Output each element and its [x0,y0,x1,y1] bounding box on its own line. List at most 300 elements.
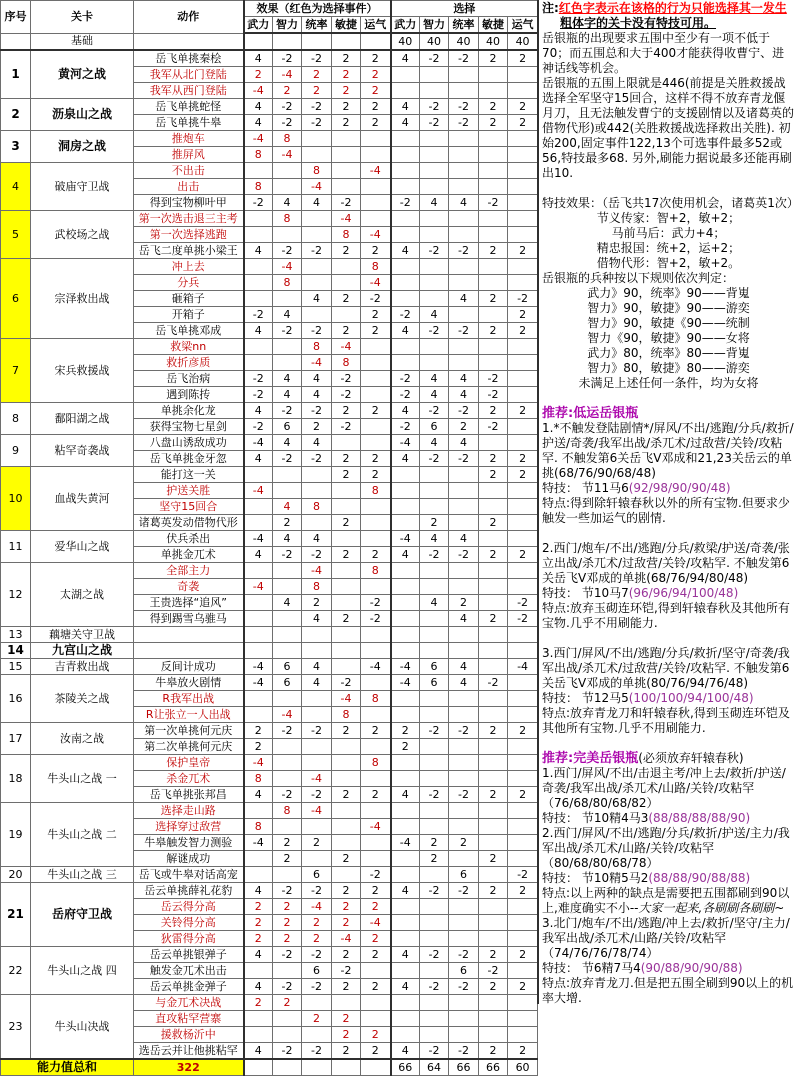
effect-cell [244,611,273,627]
choice-cell [420,579,449,595]
choice-cell [420,211,449,227]
choice-cell: -2 [420,979,449,995]
effect-cell [332,33,361,50]
choice-cell [449,227,479,243]
effect-cell: 2 [361,115,391,131]
choice-cell [449,275,479,291]
choice-cell [391,867,420,883]
effect-cell: -2 [244,307,273,323]
effect-cell: 8 [361,563,391,579]
effect-cell: 2 [302,83,332,99]
effect-cell: 4 [302,371,332,387]
effect-cell: -4 [244,675,273,691]
effect-cell: 2 [361,979,391,995]
choice-cell [479,355,508,371]
choice-cell [479,163,508,179]
choice-cell: -2 [508,611,538,627]
choice-cell [420,931,449,947]
action-cell: 岳飞单挑金牙忽 [134,451,244,467]
effect-cell [302,739,332,755]
action-cell: 我军从北门登陆 [134,67,244,83]
choice-cell [508,179,538,195]
effect-cell [332,627,361,643]
choice-cell [449,851,479,867]
choice-cell [508,643,538,659]
level-cell: 九宫山之战 [31,643,134,659]
choice-cell [391,643,420,659]
effect-cell [244,1011,273,1027]
recommendation-suffix: (必须放弃轩辕春秋) [638,751,744,765]
choice-cell [479,211,508,227]
effect-cell [244,963,273,979]
choice-cell [391,851,420,867]
level-cell: 汝南之战 [31,723,134,755]
effect-cell: -2 [273,115,302,131]
action-cell: 诸葛英发动借物代形 [134,515,244,531]
effect-cell: 8 [273,275,302,291]
effect-cell: -2 [273,451,302,467]
choice-cell: 2 [479,1043,508,1060]
choice-cell [449,483,479,499]
choice-cell [391,963,420,979]
effect-cell [302,627,332,643]
action-cell: 岳飞治病 [134,371,244,387]
choice-cell [479,771,508,787]
effect-cell: -2 [273,787,302,803]
action-cell: 杀金兀术 [134,771,244,787]
choice-cell [391,179,420,195]
effect-cell: 2 [361,787,391,803]
effect-cell [273,579,302,595]
action-cell: 冲上去 [134,259,244,275]
choice-cell [508,563,538,579]
effect-cell: 2 [332,883,361,899]
choice-cell: 4 [449,435,479,451]
choice-cell [420,627,449,643]
choice-cell: -2 [420,323,449,339]
effect-cell [332,819,361,835]
effect-cell [361,707,391,723]
choice-cell [449,467,479,483]
effect-cell: 8 [302,579,332,595]
effect-cell: 2 [332,723,361,739]
level-cell: 粘罕奇袭战 [31,435,134,467]
effect-cell [302,1027,332,1043]
choice-cell [508,355,538,371]
choice-cell [449,355,479,371]
choice-cell: 2 [391,723,420,739]
effect-cell [302,227,332,243]
choice-cell [449,563,479,579]
choice-cell [391,355,420,371]
effect-cell [361,515,391,531]
action-cell: 选岳云并让他挑粘罕 [134,1043,244,1060]
table-row [1,467,538,483]
effect-cell: -2 [332,387,361,403]
choice-cell [479,1011,508,1027]
effect-cell [273,755,302,771]
skill-stats: (88/88/88/88/90) [648,811,751,825]
action-cell: R让张立一人出战 [134,707,244,723]
choice-cell: -2 [391,371,420,387]
choice-cell: 66 [391,1059,420,1076]
choice-cell: -2 [479,963,508,979]
table-row [1,659,538,675]
choice-cell: 4 [391,323,420,339]
skill-stats: (88/88/90/88/88) [648,871,751,885]
effect-cell: -2 [332,195,361,211]
choice-cell [449,147,479,163]
recommendation-title: 推荐:低运岳银瓶 [542,406,639,421]
effect-cell [273,963,302,979]
choice-cell: 2 [508,115,538,131]
level-cell: 洞房之战 [31,131,134,163]
effect-cell [273,355,302,371]
note-centered-line: 智力《90，敏捷》90——女将 [587,331,750,345]
effect-cell [332,435,361,451]
effect-cell [273,291,302,307]
choice-cell: -2 [479,371,508,387]
seq-cell: 13 [1,627,31,643]
effect-cell: -4 [244,531,273,547]
choice-cell [508,627,538,643]
seq-column-header: 序号 [1,1,31,34]
choice-cell: 4 [391,1043,420,1060]
action-cell: 单挑金兀术 [134,547,244,563]
effect-cell: 4 [302,659,332,675]
choice-cell: 4 [391,99,420,115]
effect-cell [302,147,332,163]
choice-cell: 66 [479,1059,508,1076]
effect-cell: 2 [332,515,361,531]
choice-cell: -2 [449,787,479,803]
choice-cell: -2 [420,243,449,259]
effect-cell [244,803,273,819]
choice-cell [449,691,479,707]
action-cell: R我军出战 [134,691,244,707]
note-centered-line: 马前马后：武力+4； [611,226,726,240]
choice-cell [508,803,538,819]
effect-cell [302,995,332,1011]
action-cell: 岳飞单挑秦桧 [134,50,244,67]
choice-cell: -2 [449,1043,479,1060]
choice-cell: 2 [420,835,449,851]
choice-cell [449,179,479,195]
effect-cell [332,867,361,883]
action-cell: 岳飞或牛皋对话高宠 [134,867,244,883]
choice-cell: 2 [479,50,508,67]
effect-cell: -2 [361,867,391,883]
note-legend-bold: 粗体字的关卡没有特技可用。 [560,16,717,30]
choice-cell [479,627,508,643]
choice-cell [479,707,508,723]
effect-cell [361,33,391,50]
effect-cell: 2 [361,467,391,483]
choice-cell [508,755,538,771]
effect-cell: 4 [302,611,332,627]
seq-cell: 7 [1,339,31,403]
choice-cell [391,483,420,499]
table-row [1,627,538,643]
effect-cell [302,819,332,835]
effect-cell: 4 [244,50,273,67]
action-cell: 牛皋放火剧情 [134,675,244,691]
choice-cell [420,995,449,1011]
choice-cell: 4 [420,435,449,451]
choice-cell [449,931,479,947]
action-cell: 岳云单挑薛礼花豹 [134,883,244,899]
effect-cell: 2 [332,979,361,995]
effect-cell [273,163,302,179]
seq-cell: 5 [1,211,31,259]
effect-cell [361,675,391,691]
effect-cell: 2 [332,99,361,115]
effect-cell [302,307,332,323]
note-centered-line: 智力》90，敏捷《90——统制 [587,316,750,330]
seq-cell: 14 [1,643,31,659]
effect-cell: 2 [361,67,391,83]
table-row [1,803,538,819]
note-centered-line: 智力》90，敏捷》90——游奕 [587,301,750,315]
effect-cell: 4 [244,547,273,563]
choice-cell: -2 [420,547,449,563]
effect-cell: 2 [302,835,332,851]
effect-cell [302,259,332,275]
effect-cell: 2 [273,835,302,851]
choice-cell [391,275,420,291]
choice-cell [508,259,538,275]
choice-group-header: 选择 [391,1,538,17]
effect-cell: 4 [244,979,273,995]
choice-cell: 2 [508,979,538,995]
effect-cell [332,275,361,291]
choice-cell [508,371,538,387]
choice-cell: 4 [391,947,420,963]
effect-cell: -4 [332,211,361,227]
effect-cell [361,579,391,595]
effect-cell [302,691,332,707]
choice-cell: -4 [391,835,420,851]
effect-cell: 4 [302,195,332,211]
effect-group-header: 效果（红色为选择事件） [244,1,391,17]
action-cell: 狄雷得分高 [134,931,244,947]
note-red-text: 红色字表示在该格的行为只能选择其一发生 [558,1,787,15]
choice-cell [508,931,538,947]
choice-cell [479,579,508,595]
effect-cell: -4 [302,179,332,195]
effect-cell: 8 [244,771,273,787]
choice-cell [449,339,479,355]
table-row [1,259,538,275]
choice-cell: 4 [391,50,420,67]
level-cell: 宗泽救出战 [31,259,134,339]
table-row [1,403,538,419]
effect-cell: -2 [302,979,332,995]
choice-cell [391,339,420,355]
effect-cell: -4 [244,83,273,99]
note-paragraph: 岳银瓶的兵种按以下规则依次判定： [542,271,735,285]
effect-cell: -2 [244,195,273,211]
choice-cell: 4 [391,883,420,899]
effect-cell [244,627,273,643]
choice-cell: -2 [420,1043,449,1060]
effect-cell: -4 [302,563,332,579]
choice-cell [420,771,449,787]
effect-cell [302,131,332,147]
action-cell: 牛皋触发智力测验 [134,835,244,851]
choice-cell [449,307,479,323]
level-cell: 鄱阳湖之战 [31,403,134,435]
table-row [1,883,538,899]
effect-cell [302,515,332,531]
effect-cell: 4 [244,787,273,803]
choice-cell [420,819,449,835]
choice-cell [391,707,420,723]
choice-cell [449,995,479,1011]
effect-cell: -2 [302,787,332,803]
effect-cell: 8 [244,819,273,835]
choice-cell: 2 [479,451,508,467]
effect-cell: 4 [302,435,332,451]
action-cell: 岳飞单挑张邦昌 [134,787,244,803]
choice-cell: 2 [479,115,508,131]
choice-cell: 4 [391,547,420,563]
level-cell: 吉青救出战 [31,659,134,675]
effect-cell [361,339,391,355]
choice-cell [420,355,449,371]
effect-cell [361,419,391,435]
choice-cell: 40 [479,33,508,50]
effect-cell [244,595,273,611]
choice-cell: 2 [449,595,479,611]
choice-cell [420,707,449,723]
choice-cell [420,1027,449,1043]
choice-cell [449,803,479,819]
effect-cell [332,483,361,499]
action-cell: 岳飞单挑蛇怪 [134,99,244,115]
note-paragraph: 特技效果：（岳飞共17次使用机会，诸葛英1次） [542,196,799,210]
effect-cell: -2 [332,675,361,691]
choice-cell [479,499,508,515]
choice-cell: 4 [449,371,479,387]
choice-cell [420,179,449,195]
table-row [1,1059,538,1076]
effect-cell: 4 [244,1043,273,1060]
effect-cell [273,227,302,243]
choice-cell: -2 [449,547,479,563]
effect-cell [273,1059,302,1076]
action-cell: 护送关胜 [134,483,244,499]
choice-cell [508,483,538,499]
choice-cell: 2 [508,403,538,419]
choice-cell [449,579,479,595]
choice-cell [391,1027,420,1043]
recommendation-title: 推荐:完美岳银瓶 [542,751,639,766]
effect-cell: 2 [332,1043,361,1060]
table-row [1,755,538,771]
effect-cell [332,563,361,579]
choice-cell: 4 [420,371,449,387]
action-cell: 八盘山诱敌成功 [134,435,244,451]
choice-cell: 2 [391,739,420,755]
action-cell: 与金兀术决战 [134,995,244,1011]
effect-cell [361,179,391,195]
effect-cell: 8 [302,499,332,515]
choice-cell [449,739,479,755]
effect-cell: 2 [361,451,391,467]
effect-cell [273,627,302,643]
note-paragraph: 1.*不触发登陆剧情*/屏风/不出/逃跑/分兵/救折/护送/奇袭/我军出战/杀兀术/过敌营/关铃/攻粘罕. 不触发第6关岳飞V邓成和21,23关岳云的单挑(68/76/90/68/48) [542,421,794,480]
choice-cell [479,803,508,819]
note-paragraph: 岳银瓶的出现要求五围中至少有一项不低于70；而五围总和大于400才能获得收曹宁、进神话线等机会。 [542,31,785,75]
level-column-header: 关卡 [31,1,134,34]
choice-cell [449,83,479,99]
effect-cell: -4 [244,435,273,451]
choice-cell [479,67,508,83]
choice-cell: -2 [420,947,449,963]
effect-cell: 2 [332,547,361,563]
effect-cell: 4 [244,323,273,339]
effect-cell: -2 [273,1043,302,1060]
skill-line [542,871,795,886]
choice-cell [479,483,508,499]
effect-cell: -2 [302,115,332,131]
action-cell [134,33,244,50]
effect-cell: -2 [273,403,302,419]
choice-cell: 2 [479,243,508,259]
choice-cell: 40 [420,33,449,50]
effect-cell: 2 [361,83,391,99]
choice-cell [449,1011,479,1027]
effect-cell: 2 [244,899,273,915]
choice-cell: -2 [420,451,449,467]
level-cell: 牛头山决战 [31,995,134,1060]
choice-cell [391,691,420,707]
choice-cell: -2 [449,403,479,419]
choice-cell: 2 [449,419,479,435]
choice-cell: 4 [391,451,420,467]
effect-cell: 2 [244,723,273,739]
note-paragraph: 特点:放弃青龙刀和轩辕春秋,得到玉砌连环铠及其他所有宝物.几乎不用刷能力. [542,706,790,735]
choice-cell: -2 [391,195,420,211]
effect-cell: -2 [273,979,302,995]
effect-cell: 2 [332,403,361,419]
choice-cell: -2 [449,323,479,339]
choice-cell [479,867,508,883]
choice-cell: 2 [508,547,538,563]
effect-cell [302,707,332,723]
level-cell: 茶陵关之战 [31,675,134,723]
choice-cell [508,819,538,835]
choice-cell: -2 [449,723,479,739]
seq-cell: 12 [1,563,31,627]
choice-cell [479,659,508,675]
choice-cell: -2 [391,307,420,323]
effect-cell [332,995,361,1011]
effect-cell [273,643,302,659]
choice-cell [479,227,508,243]
action-cell: 不出击 [134,163,244,179]
effect-cell: 2 [332,915,361,931]
choice-cell [420,643,449,659]
skill-label: 特技： 节10精5马2 [542,871,649,885]
action-cell: 获得宝物七星剑 [134,419,244,435]
note-paragraph: 3.北门/炮车/不出/逃跑/冲上去/救折/坚守/主力/我军出战/杀兀术/山路/关铃/攻粘罕（74/76/76/78/74） [542,916,790,960]
effect-cell [332,1059,361,1076]
action-cell: 关铃得分高 [134,915,244,931]
choice-cell [420,275,449,291]
choice-cell: 2 [508,243,538,259]
